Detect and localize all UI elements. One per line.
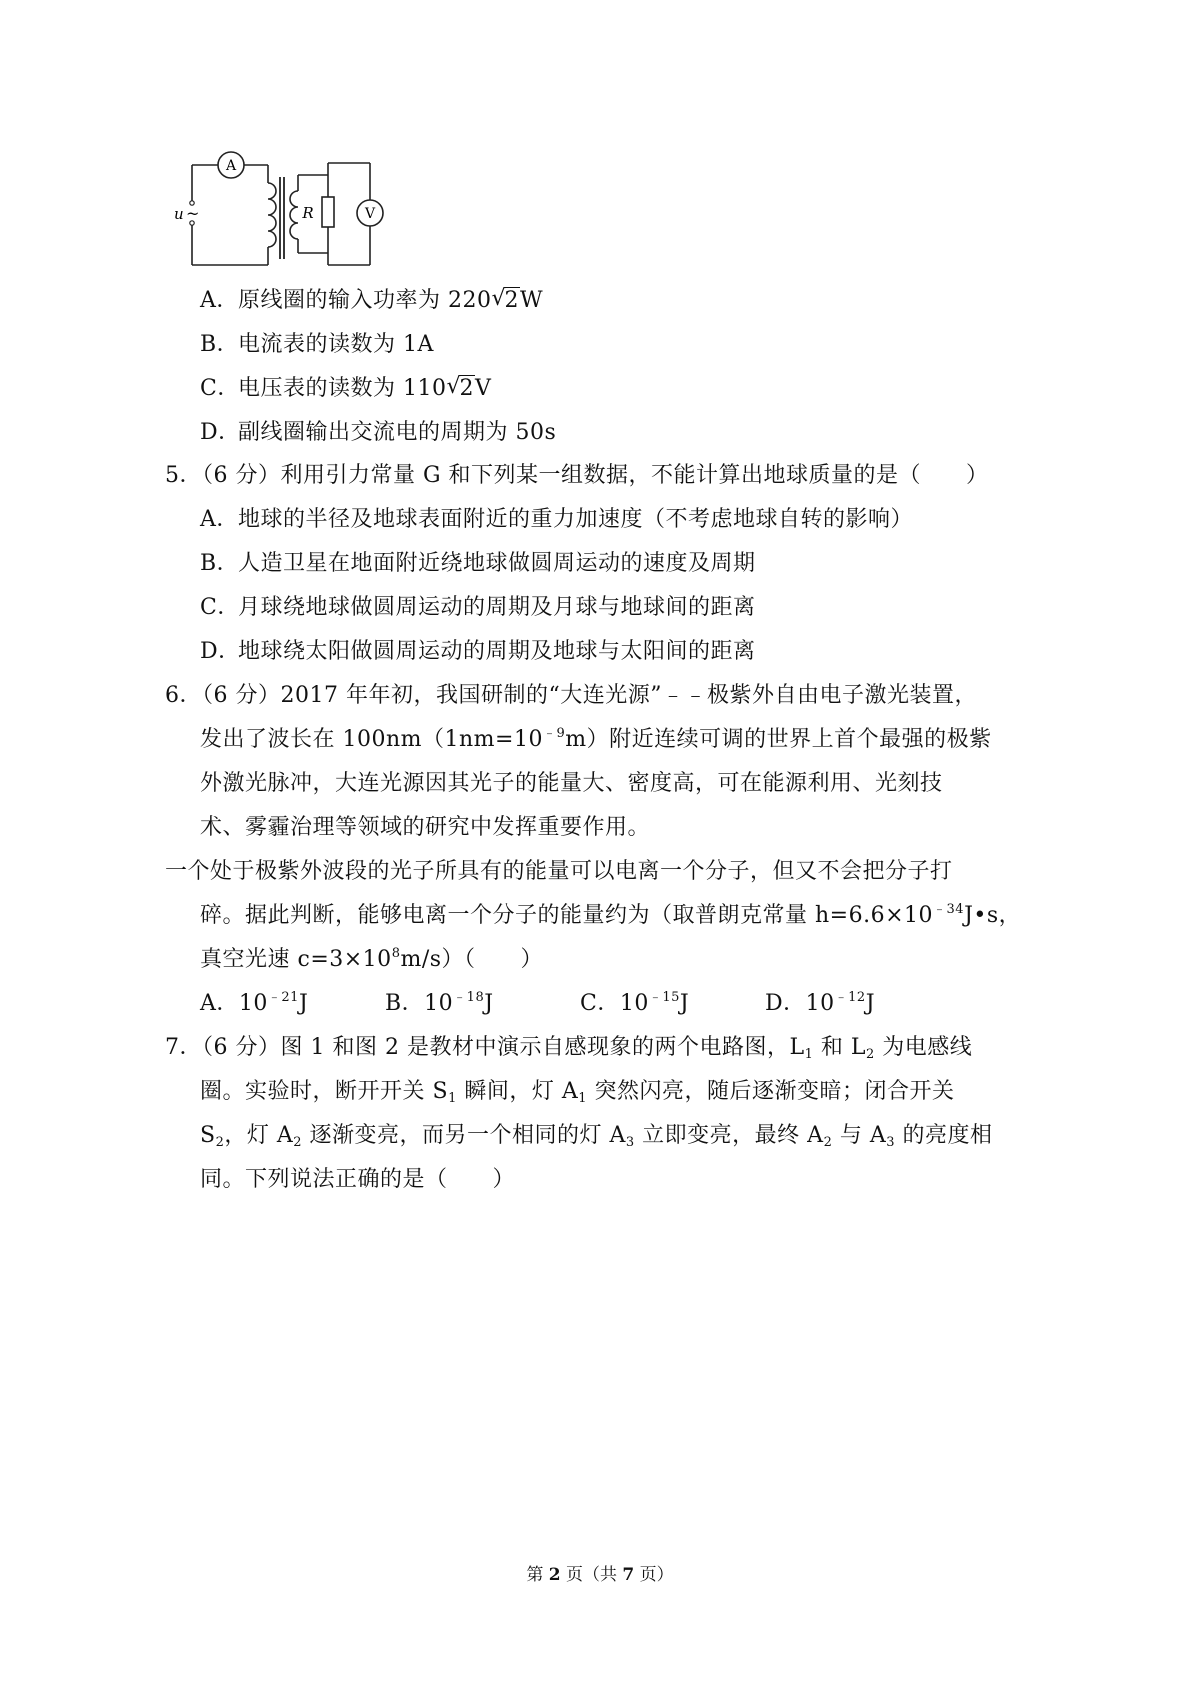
option-text: 人造卫星在地面附近绕地球做圆周运动的速度及周期 <box>238 551 756 576</box>
resistor-label: R <box>302 204 314 222</box>
q6-stem-line-7: 真空光速 $c=3\times 10^8m/s$）（ ） <box>200 946 544 972</box>
q6-stem-line-3: 外激光脉冲，大连光源因其光子的能量大、密度高，可在能源利用、光刻技 <box>200 771 943 796</box>
option-label: D． <box>200 639 241 664</box>
option-text: 月球绕地球做圆周运动的周期及月球与地球间的距离 <box>238 595 756 620</box>
ammeter-label: A <box>225 158 237 174</box>
q6-stem-line-6: 碎。据此判断，能够电离一个分子的能量约为（取普朗克常量 $h=6.6\times 10^{﹣34}J•s$， <box>200 902 1022 928</box>
option-label: A． <box>200 288 239 313</box>
q6-option-b: B．$10^{﹣18}J$ <box>385 990 494 1016</box>
q7-stem-line-3: $S_2$，灯 $A_2$ 逐渐变亮，而另一个相同的灯 $A_3$ 立即变亮，最终 $A_2$ 与 $A_3$ 的亮度相 <box>200 1123 993 1150</box>
q7-stem-line-2: 圈。实验时，断开开关 $S_1$ 瞬间，灯 $A_1$ 突然闪亮，随后逐渐变暗；闭合开关 <box>200 1079 955 1106</box>
q4-option-a <box>200 285 543 317</box>
option-label: C． <box>200 376 240 401</box>
q7-stem-line-1: 7．（6 分）图 1 和图 2 是教材中演示自感现象的两个电路图，$L_1$ 和 $L_2$ 为电感线 <box>165 1035 973 1062</box>
q5-option-c <box>200 592 756 624</box>
option-label: B． <box>200 332 240 357</box>
option-text: 地球绕太阳做圆周运动的周期及地球与太阳间的距离 <box>238 639 756 664</box>
q4-option-d <box>200 417 556 449</box>
q6-stem-line-2: 发出了波长在 $100nm(1nm=10^{﹣9}m)$附近连续可调的世界上首个最强的极紫 <box>200 726 992 752</box>
option-label: B． <box>200 551 240 576</box>
total-page-count: 7 <box>622 1565 635 1585</box>
transformer-circuit-diagram <box>174 155 420 305</box>
voltmeter-label: V <box>364 206 376 222</box>
q4-option-b <box>200 329 434 361</box>
option-label: D． <box>200 420 241 445</box>
option-text: 地球的半径及地球表面附近的重力加速度（不考虑地球自转的影响） <box>238 507 914 532</box>
option-text-post: W <box>520 288 544 313</box>
current-page-number: 2 <box>548 1565 561 1585</box>
option-text-pre: 电压表的读数为 110 <box>238 376 447 401</box>
sqrt-expression: √ 2 <box>446 374 474 401</box>
option-text-pre: 原线圈的输入功率为 220 <box>238 288 492 313</box>
option-label: A． <box>200 507 239 532</box>
option-text-post: V <box>475 376 492 401</box>
q4-option-c <box>200 373 491 405</box>
q5-stem: 5．（6 分）利用引力常量 G 和下列某一组数据，不能计算出地球质量的是（ ） <box>165 463 989 488</box>
q6-stem-line-1: 6．（6 分）2017 年年初，我国研制的“大连光源”﹣﹣极紫外自由电子激光装置， <box>165 683 977 708</box>
q5-option-d <box>200 636 756 668</box>
q5-option-b <box>200 548 756 580</box>
q6-stem-line-4: 术、雾霾治理等领域的研究中发挥重要作用。 <box>200 815 651 840</box>
q7-stem-line-4: 同。下列说法正确的是（ ） <box>200 1167 516 1192</box>
option-label: C． <box>200 595 240 620</box>
q6-stem-line-5: 一个处于极紫外波段的光子所具有的能量可以电离一个分子，但又不会把分子打 <box>165 859 953 884</box>
source-label: u <box>174 205 184 223</box>
q6-option-d: D．$10^{﹣12}J$ <box>765 990 876 1016</box>
q6-option-a: A．$10^{﹣21}J$ <box>200 990 309 1016</box>
page-footer: 第 2 页（共 7 页） <box>526 1565 674 1585</box>
q5-option-a <box>200 504 913 536</box>
option-text: 副线圈输出交流电的周期为 50s <box>238 420 557 445</box>
ac-source-icon: ~ <box>186 204 200 223</box>
option-text: 电流表的读数为 1A <box>238 332 434 357</box>
sqrt-expression: √ 2 <box>491 286 519 313</box>
q6-option-c: C．$10^{﹣15}J$ <box>580 990 690 1016</box>
